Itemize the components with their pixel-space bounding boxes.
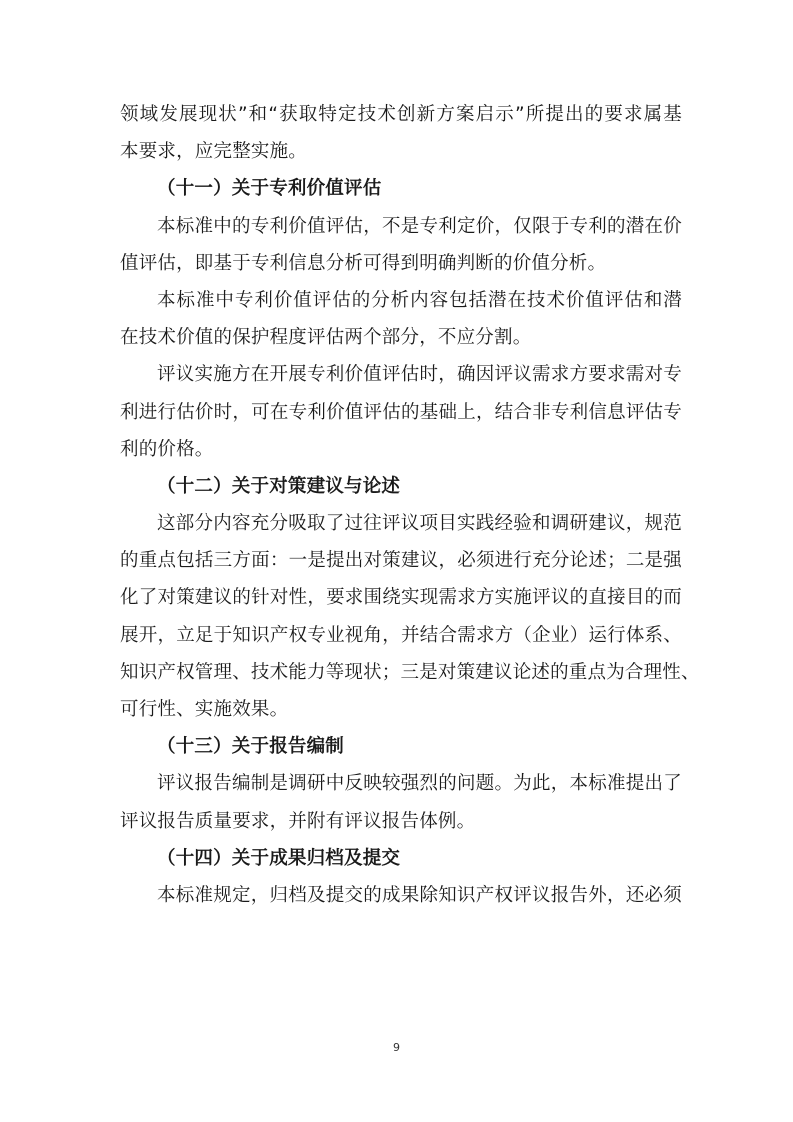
paragraph-line: 知识产权管理、技术能力等现状；三是对策建议论述的重点为合理性、 bbox=[120, 661, 700, 683]
paragraph-line: 评议报告编制是调研中反映较强烈的问题。为此，本标准提出了 bbox=[157, 773, 682, 795]
paragraph-line: 的重点包括三方面：一是提出对策建议，必须进行充分论述；二是强 bbox=[120, 550, 682, 572]
paragraph-line: 本标准中专利价值评估的分析内容包括潜在技术价值评估和潜 bbox=[157, 289, 682, 311]
paragraph-line: 利的价格。 bbox=[120, 438, 214, 460]
paragraph-line: 在技术价值的保护程度评估两个部分，不应分割。 bbox=[120, 327, 532, 349]
paragraph-line: 化了对策建议的针对性，要求围绕实现需求方实施评议的直接目的而 bbox=[120, 587, 682, 609]
section-heading-13: （十三）关于报告编制 bbox=[157, 736, 345, 758]
section-heading-12: （十二）关于对策建议与论述 bbox=[157, 475, 401, 497]
paragraph-line: 展开，立足于知识产权专业视角，并结合需求方（企业）运行体系、 bbox=[120, 624, 682, 646]
paragraph-line: 评议报告质量要求，并附有评议报告体例。 bbox=[120, 810, 476, 832]
section-heading-11: （十一）关于专利价值评估 bbox=[157, 178, 382, 200]
document-body bbox=[120, 96, 700, 914]
section-heading-14: （十四）关于成果归档及提交 bbox=[157, 847, 401, 869]
paragraph-line: 评议实施方在开展专利价值评估时，确因评议需求方要求需对专 bbox=[157, 364, 682, 386]
paragraph-line: 本标准规定，归档及提交的成果除知识产权评议报告外，还必须 bbox=[157, 884, 682, 906]
paragraph-line: 值评估，即基于专利信息分析可得到明确判断的价值分析。 bbox=[120, 252, 607, 274]
paragraph-line: 领域发展现状”和“获取特定技术创新方案启示”所提出的要求属基 bbox=[120, 104, 682, 125]
page-number: 9 bbox=[393, 1041, 400, 1054]
paragraph-line: 本要求，应完整实施。 bbox=[120, 141, 308, 163]
paragraph-line: 利进行估价时，可在专利价值评估的基础上，结合非专利信息评估专 bbox=[120, 401, 682, 423]
paragraph-line: 可行性、实施效果。 bbox=[120, 699, 289, 720]
paragraph-line: 本标准中的专利价值评估，不是专利定价，仅限于专利的潜在价 bbox=[157, 215, 682, 237]
paragraph-line: 这部分内容充分吸取了过往评议项目实践经验和调研建议，规范 bbox=[157, 513, 682, 535]
